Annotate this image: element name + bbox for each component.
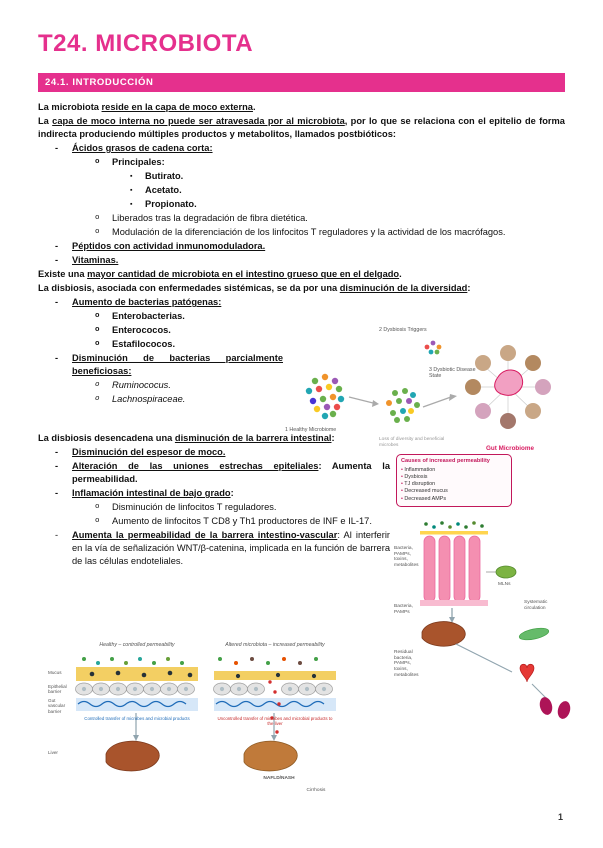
text-run: La disbiosis desencadena una bbox=[38, 433, 175, 443]
list-item-beneficiosas bbox=[55, 352, 283, 378]
list-item-estafilococos: o Estafilococos. bbox=[95, 338, 283, 351]
figure-dysbiosis-overview bbox=[283, 325, 575, 462]
figure-caption-loss-of-diversity: Loss of diversity and beneficial microbes bbox=[379, 437, 445, 448]
figure-label-dysbiotic-state: 3 Dysbiotic Disease State bbox=[429, 367, 476, 380]
figure-caption-controlled-transfer: Controlled transfer of microbes and microbial products bbox=[84, 716, 190, 721]
text-run: , por lo que se relaciona con el epitelio de forma indirecta produciendo múltiples productos y metabolitos, llamados postbióticos: bbox=[38, 116, 565, 139]
list-item-lachnospiraceae: o Lachnospiraceae. bbox=[95, 393, 283, 406]
text-run-underlined: reside en la capa de moco externa bbox=[101, 102, 253, 112]
cause-item: • Decreased mucus bbox=[401, 488, 507, 495]
list-item-linfocitos-cd8: o Aumento de linfocitos T CD8 y Th1 productores de INF e IL-17. bbox=[95, 515, 390, 528]
list-item-propionato: ▪ Propionato. bbox=[130, 198, 565, 211]
text-run-underlined: capa de moco interna no puede ser atravesada por al microbiota bbox=[52, 116, 345, 126]
figure-label-epithelial-barrier: Epithelial barrier bbox=[48, 684, 67, 695]
text-run: : bbox=[230, 488, 234, 498]
text-run: La microbiota bbox=[38, 102, 102, 112]
text-run-underlined: Disminución del espesor de moco. bbox=[72, 447, 226, 457]
list-item-ruminococus: o Ruminococus. bbox=[95, 379, 283, 392]
paragraph-disbiosis bbox=[38, 282, 565, 295]
text-run: : bbox=[467, 283, 471, 293]
text-run-underlined: mayor cantidad de microbiota en el intestino grueso que en el delgado bbox=[87, 269, 400, 279]
list-item-acetato: ▪ Acetato. bbox=[130, 184, 565, 197]
causes-box bbox=[396, 454, 512, 507]
text-run: . bbox=[252, 102, 256, 112]
figure-title-altered: Altered microbiota – increased permeability bbox=[225, 642, 325, 648]
section-header: 24.1. INTRODUCCIÓN bbox=[38, 73, 565, 92]
text-run-underlined: disminución de la diversidad bbox=[339, 283, 468, 293]
list-item-patogenas bbox=[55, 296, 283, 309]
text-run: : bbox=[331, 433, 335, 443]
text-run-underlined: Péptidos con actividad inmunomoduladora. bbox=[72, 241, 266, 251]
cause-item: • TJ disruption bbox=[401, 481, 507, 488]
paragraph-cantidad bbox=[38, 268, 565, 281]
disbiosis-list bbox=[38, 296, 283, 406]
list-item-liberados: o Liberados tras la degradación de fibra dietética. bbox=[95, 212, 565, 225]
figure-label-gut-microbiome: Gut Microbiome bbox=[486, 445, 534, 452]
text-run: La disbiosis, asociada con enfermedades sistémicas, se da por una bbox=[38, 283, 340, 293]
barrera-list bbox=[38, 446, 390, 568]
list-item-barrera-vascular bbox=[55, 529, 390, 568]
figure-label-cirrhosis: Cirrhosis bbox=[306, 788, 326, 793]
figure-gut-barrier bbox=[394, 452, 596, 730]
figure-permeability-panels bbox=[48, 640, 344, 800]
list-item-uniones-estrechas bbox=[55, 460, 390, 486]
list-item-peptidos bbox=[55, 240, 565, 253]
list-item-linfocitos-treg: o Disminución de linfocitos T reguladores. bbox=[95, 501, 390, 514]
paragraph-mucus-outer bbox=[38, 101, 565, 114]
list-item-scfa bbox=[55, 142, 565, 155]
figure-label-mucus: Mucus bbox=[48, 670, 62, 675]
text-run-underlined: Ácidos grasos de cadena corta: bbox=[72, 143, 213, 153]
list-item-principales: o Principales: bbox=[95, 156, 565, 169]
cause-item: • Dysbiosis bbox=[401, 474, 507, 481]
text-run: La bbox=[38, 116, 53, 126]
page-number: 1 bbox=[557, 812, 563, 822]
paragraph-mucus-inner bbox=[38, 115, 565, 141]
figure-label-bacteria: Bacteria, PAMPs, toxins, metabolites bbox=[394, 546, 419, 568]
text-run: Existe una bbox=[38, 269, 88, 279]
list-item-enterococos: o Enterococos. bbox=[95, 324, 283, 337]
figure-label-systemic-circulation: Systematic circulation bbox=[524, 600, 548, 611]
list-item-vitaminas bbox=[55, 254, 565, 267]
list-item-modulacion: o Modulación de la diferenciación de los linfocitos T reguladores y la actividad de los macrófagos. bbox=[95, 226, 565, 239]
text-run-underlined: Vitaminas. bbox=[72, 255, 119, 265]
figure-label-mlns: MLNs bbox=[498, 582, 511, 587]
text-run: : Al interferir en la vía de señalización WNT/β-catenina, implicada en la función de barrera de las células endoteliales. bbox=[72, 530, 390, 566]
text-run-underlined: Alteración de las uniones estrechas epiteliales bbox=[72, 461, 319, 471]
list-item-enterobacterias: o Enterobacterias. bbox=[95, 310, 283, 323]
cause-item: • Inflammation bbox=[401, 467, 507, 474]
figure-label-liver: Liver bbox=[48, 750, 58, 755]
figure-label-healthy-microbiome: 1 Healthy Microbiome bbox=[285, 427, 337, 433]
list-item-inflamacion bbox=[55, 487, 390, 500]
document-title: T24. MICROBIOTA bbox=[38, 30, 254, 57]
text-run-underlined: disminución de la barrera intestinal bbox=[174, 433, 332, 443]
text-run: . bbox=[399, 269, 402, 279]
figure-caption-uncontrolled-transfer: Uncontrolled transfer of microbes and microbial products to the liver bbox=[217, 716, 333, 726]
text-run: : Aumenta la permeabilidad. bbox=[72, 461, 390, 484]
figure-title-healthy: Healthy – controlled permeability bbox=[99, 642, 175, 648]
cause-item: • Decreased AMPs bbox=[401, 496, 507, 503]
text-run-underlined: Inflamación intestinal de bajo grado bbox=[72, 488, 231, 498]
figure-label-bacteria-pamps: Bacteria, PAMPs bbox=[394, 604, 413, 615]
text-run-underlined: Aumento de bacterias patógenas: bbox=[72, 297, 222, 307]
figure-label-residual-bacteria: Residual bacteria, PAMPs, toxins, metabolites bbox=[394, 650, 419, 678]
figure-label-dysbiosis-triggers: 2 Dysbiosis Triggers bbox=[379, 327, 427, 333]
causes-title: Causes of increased permeability bbox=[401, 458, 490, 464]
figure-label-nafld-nash: NAFLD/NASH bbox=[263, 776, 295, 781]
list-item-butirato: ▪ Butirato. bbox=[130, 170, 565, 183]
text-run-underlined: Disminución de bacterias parcialmente beneficiosas: bbox=[72, 353, 283, 376]
figure-label-gut-vascular-barrier: Gut vascular barrier bbox=[48, 698, 66, 714]
text-run-underlined: Aumenta la permeabilidad de la barrera intestino-vascular bbox=[72, 530, 338, 540]
